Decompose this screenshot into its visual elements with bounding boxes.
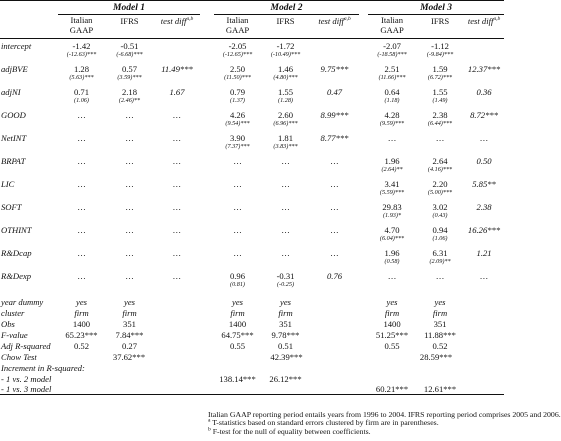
row-label: Chow Test [1,351,37,362]
tstat-ifrs: (6.72)*** [427,74,453,81]
tstat-row [0,120,504,128]
coef-ifrs: 0.57 [121,63,138,74]
row-label: R&Dcap [1,247,32,258]
table-row [0,179,504,189]
table-row [0,110,504,120]
model-3-header: Model 3 [368,1,504,15]
value-ifrs: 0.52 [432,340,448,351]
tstat-ifrs: (3.83)*** [273,143,298,150]
coef-gaap: 4.26 [229,109,246,120]
tstat-row [0,143,504,151]
coef-ifrs: … [125,109,134,120]
value-ifrs: 351 [433,318,447,329]
value-ifrs: yes [280,296,291,307]
test-diff: 8.72*** [470,109,498,120]
tstat-ifrs: (1.28) [278,97,293,104]
tstat-ifrs [416,281,464,289]
coef-gaap: 0.96 [229,270,246,281]
increment-row [0,374,504,384]
tstat-row [0,189,504,197]
tstat-ifrs [105,143,154,151]
coef-gaap: 0.64 [384,86,400,97]
coef-gaap: 1.28 [73,63,90,74]
summary-row [0,330,504,340]
tstat-ifrs: (4.16)*** [427,166,453,173]
test-diff: 16.26*** [467,224,501,235]
tstat-ifrs: (4.80)*** [273,74,298,81]
tstat-gaap: (9.59)*** [379,120,405,127]
test-diff: … [173,155,181,166]
col-header-test-diff: test diff$^{a,b}$ [464,15,504,39]
chow-value: 28.59*** [419,351,453,362]
coef-ifrs: … [125,178,134,189]
tstat-row [0,212,504,220]
value-ifrs: yes [124,296,135,307]
test-diff: … [330,224,339,235]
coef-gaap: … [233,155,242,166]
coef-gaap: … [77,109,86,120]
test-diff: … [173,201,181,212]
col-header-test-diff: test diff$^{a,b}$ [154,15,200,39]
coef-ifrs: … [125,132,134,143]
row-label: Adj R-squared [1,340,51,351]
col-header-test-diff: test diff$^{a,b}$ [310,15,359,39]
tstat-ifrs [105,212,154,220]
coef-gaap: … [77,178,86,189]
value-ifrs: firm [432,307,448,318]
tstat-ifrs: (1.06) [432,235,448,242]
coef-ifrs: 1.81 [277,132,294,143]
tstat-gaap [58,235,105,243]
coef-ifrs: … [281,224,290,235]
coef-ifrs: 2.20 [432,178,448,189]
test-diff: … [330,155,339,166]
increment-ifrs: 12.61*** [416,384,464,395]
test-diff: … [173,270,181,281]
test-diff: … [173,178,181,189]
row-label: cluster [1,307,25,318]
value-gaap: yes [76,296,87,307]
tstat-gaap [58,212,105,220]
row-label: Obs [1,318,15,329]
coef-gaap: 2.50 [229,63,246,74]
table-row [0,41,504,51]
tstat-row [0,258,504,266]
coef-ifrs: … [125,224,134,235]
increment-header-row [0,363,504,373]
coef-gaap: -1.42 [72,40,91,51]
note-ftest: $^b$ F-test for the null of equality between coefficients. [208,426,371,436]
summary-row [0,319,504,329]
tstat-gaap [368,143,416,151]
tstat-ifrs [105,166,154,174]
coef-ifrs: -0.31 [276,270,295,281]
coef-ifrs: 3.02 [432,201,448,212]
increment-gaap: 138.14*** [219,373,256,384]
tstat-row [0,281,504,289]
coef-gaap: 1.96 [384,155,400,166]
tstat-gaap: (-12.63)*** [66,51,97,58]
test-diff: 2.38 [476,201,492,212]
tstat-row [0,235,504,243]
tstat-ifrs [261,166,310,174]
tstat-gaap [58,120,105,128]
tstat-gaap: (1.37) [230,97,245,104]
coef-ifrs: … [125,155,134,166]
tstat-gaap [58,189,105,197]
table-row [0,87,504,97]
tstat-gaap: (1.06) [74,97,89,104]
tstat-gaap: (5.63)*** [69,74,94,81]
tstat-gaap: (9.54)*** [225,120,250,127]
tstat-ifrs: (1.49) [432,97,448,104]
test-diff: … [480,132,488,143]
tstat-ifrs [261,189,310,197]
value-ifrs: firm [278,307,293,318]
coef-ifrs: 2.38 [432,109,448,120]
chow-value: 42.39*** [270,351,303,362]
row-label: SOFT [1,201,22,212]
value-ifrs: 0.27 [121,340,138,351]
value-ifrs: 0.51 [277,340,294,351]
coef-ifrs: 2.60 [277,109,294,120]
row-label: adjNI [1,86,21,97]
tstat-gaap [58,143,105,151]
test-diff: 12.37*** [467,63,501,74]
value-ifrs: firm [122,307,137,318]
test-diff: … [480,270,488,281]
coef-ifrs: -0.51 [120,40,139,51]
row-label: GOOD [1,109,26,120]
coef-ifrs: -1.72 [276,40,295,51]
tstat-gaap: (0.81) [230,281,245,288]
table-row [0,248,504,258]
test-diff [464,41,504,51]
tstat-ifrs: (5.00)*** [427,189,453,196]
value-gaap: 0.55 [384,340,400,351]
row-label: - 1 vs. 2 model [1,373,52,384]
row-label: F-value [1,329,28,340]
coef-gaap: 3.41 [384,178,400,189]
coef-gaap: … [233,201,242,212]
increment-row [0,384,504,395]
coef-gaap: … [233,224,242,235]
value-ifrs: 351 [123,318,136,329]
coef-ifrs: … [435,270,445,281]
summary-row [0,308,504,318]
test-diff: 0.50 [476,155,492,166]
tstat-gaap: (2.64)** [381,166,403,173]
row-label: year dummy [1,296,44,307]
test-diff: … [173,132,181,143]
test-diff: … [330,201,339,212]
value-gaap: firm [384,307,400,318]
coef-gaap: … [77,155,86,166]
tstat-ifrs [105,189,154,197]
coef-gaap: 0.79 [229,86,246,97]
tstat-ifrs: (6.96)*** [273,120,298,127]
value-gaap: 65.23*** [65,329,98,340]
coef-ifrs: … [281,155,290,166]
coef-ifrs: 1.55 [432,86,448,97]
test-diff: 5.85** [472,178,496,189]
tstat-ifrs: (-9.84)*** [426,51,454,58]
row-label: R&Dexp [1,270,32,281]
test-diff: 11.49*** [161,63,193,74]
coef-gaap: … [387,132,397,143]
summary-row [0,297,504,307]
table-row [0,64,504,74]
value-gaap: 0.55 [229,340,246,351]
coef-ifrs: … [125,247,134,258]
test-diff: 1.67 [169,86,185,97]
tstat-row [0,166,504,174]
tstat-gaap: (-12.65)*** [222,51,253,58]
coef-gaap: … [77,247,86,258]
test-diff: … [330,178,339,189]
coef-gaap: 0.71 [73,86,90,97]
tstat-gaap [214,235,261,243]
test-diff [310,41,359,51]
tstat-gaap: (1.93)* [383,212,402,219]
coef-gaap: 2.51 [384,63,400,74]
value-gaap: 1400 [383,318,401,329]
tstat-gaap [368,281,416,289]
tstat-gaap [58,258,105,266]
value-ifrs: 11.88*** [424,329,456,340]
coef-gaap: … [77,270,86,281]
tstat-gaap: (5.59)*** [379,189,405,196]
coef-gaap: … [387,270,397,281]
test-diff: … [330,247,339,258]
coef-gaap: 3.90 [229,132,246,143]
tstat-gaap: (0.58) [384,258,400,265]
model-1-header: Model 1 [58,1,200,15]
coef-ifrs: … [281,247,290,258]
tstat-ifrs: (2.46)** [118,97,141,104]
value-gaap: yes [232,296,243,307]
tstat-gaap: (6.04)*** [379,235,405,242]
value-ifrs: yes [434,296,446,307]
table-row [0,133,504,143]
test-diff: 8.77*** [320,132,349,143]
coef-ifrs: … [435,132,445,143]
summary-row [0,341,504,351]
coef-ifrs: 2.18 [121,86,138,97]
row-label: BRPAT [1,155,26,166]
coef-ifrs: 1.46 [277,63,294,74]
value-gaap: firm [230,307,245,318]
coef-ifrs: … [125,270,134,281]
table-row [0,225,504,235]
row-label: LIC [1,178,15,189]
coef-gaap: … [233,178,242,189]
tstat-ifrs [261,258,310,266]
chow-test-row [0,352,504,362]
coef-ifrs: … [281,201,290,212]
test-diff: … [173,247,181,258]
test-diff [154,41,200,51]
row-label: OTHINT [1,224,32,235]
coef-ifrs: 1.55 [277,86,294,97]
coef-gaap: … [77,132,86,143]
tstat-ifrs [105,258,154,266]
coef-gaap: -2.07 [383,40,401,51]
test-diff: 9.75*** [320,63,349,74]
col-header-gaap: Italian GAAP [368,15,416,39]
tstat-ifrs [105,235,154,243]
coef-gaap: 29.83 [382,201,402,212]
table-row [0,271,504,281]
tstat-ifrs [105,120,154,128]
value-gaap: 64.75*** [221,329,254,340]
value-gaap: yes [386,296,398,307]
tstat-gaap: (11.50)*** [224,74,251,81]
col-header-ifrs: IFRS [261,15,310,39]
tstat-ifrs [261,235,310,243]
tstat-ifrs [261,212,310,220]
col-header-gaap: Italian GAAP [214,15,261,39]
note-periods: Italian GAAP reporting period entails years from 1996 to 2004. IFRS reporting period comprises 2005 and 2006. [208,410,561,419]
tstat-ifrs: (-6.68)*** [116,51,143,58]
tstat-gaap [214,189,261,197]
increment-label: Increment in R-squared: [1,362,85,373]
increment-ifrs: 26.12*** [269,373,302,384]
coef-ifrs: 6.31 [432,247,448,258]
row-label: intercept [1,40,32,51]
tstat-gaap [214,258,261,266]
coef-gaap: 1.96 [384,247,400,258]
col-header-ifrs: IFRS [105,15,154,39]
test-diff: 0.76 [327,270,343,281]
tstat-ifrs: (0.43) [432,212,448,219]
coef-ifrs: 1.59 [432,63,448,74]
col-header-ifrs: IFRS [416,15,464,39]
coef-gaap: 4.28 [384,109,400,120]
row-label: adjBVE [1,63,28,74]
row-label: NetINT [1,132,27,143]
chow-value: 37.62*** [112,351,146,362]
value-gaap: 1400 [228,318,247,329]
row-label: - 1 vs. 3 model [0,384,58,395]
tstat-row [0,51,504,59]
tstat-ifrs [416,143,464,151]
test-diff: 1.21 [476,247,492,258]
tstat-gaap: (11.66)*** [378,74,406,81]
value-ifrs: 351 [279,318,292,329]
col-header-gaap: Italian GAAP [58,15,105,39]
tstat-gaap: (-18.58)*** [377,51,407,58]
value-ifrs: 9.78*** [271,329,300,340]
tstat-ifrs [105,281,154,289]
coef-gaap: 4.70 [384,224,400,235]
increment-gaap: 60.21*** [368,384,416,395]
tstat-gaap [214,212,261,220]
tstat-row [0,97,504,105]
tstat-ifrs: (3.59)*** [117,74,142,81]
coef-gaap: … [77,224,86,235]
coef-ifrs: -1.12 [431,40,449,51]
test-diff: … [173,109,181,120]
tstat-gaap: (7.37)*** [225,143,250,150]
test-diff: 0.47 [327,86,343,97]
tstat-row [0,74,504,82]
test-diff: 0.36 [476,86,492,97]
table-notes [208,411,561,436]
value-gaap: 0.52 [73,340,90,351]
tstat-gaap [214,166,261,174]
tstat-ifrs: (-0.25) [277,281,295,288]
test-diff: 8.99*** [320,109,349,120]
value-gaap: firm [74,307,89,318]
coef-ifrs: … [281,178,290,189]
tstat-ifrs: (6.44)*** [427,120,453,127]
coef-gaap: … [233,247,242,258]
tstat-gaap [58,281,105,289]
coef-gaap: -2.05 [228,40,247,51]
value-gaap: 51.25*** [375,329,409,340]
coef-ifrs: … [125,201,134,212]
tstat-ifrs: (2.09)** [429,258,451,265]
coef-ifrs: 0.94 [432,224,448,235]
value-ifrs: 7.84*** [115,329,144,340]
tstat-ifrs: (-10.49)*** [270,51,301,58]
coef-gaap: … [77,201,86,212]
table-row [0,202,504,212]
tstat-gaap: (1.18) [384,97,400,104]
value-gaap: 1400 [72,318,91,329]
test-diff: … [173,224,181,235]
model-2-header: Model 2 [214,1,359,15]
coef-ifrs: 2.64 [432,155,448,166]
note-tstats: $^a$ T-statistics based on standard errors clustered by firm are in parentheses. [208,417,439,428]
tstat-gaap [58,166,105,174]
table-row [0,156,504,166]
